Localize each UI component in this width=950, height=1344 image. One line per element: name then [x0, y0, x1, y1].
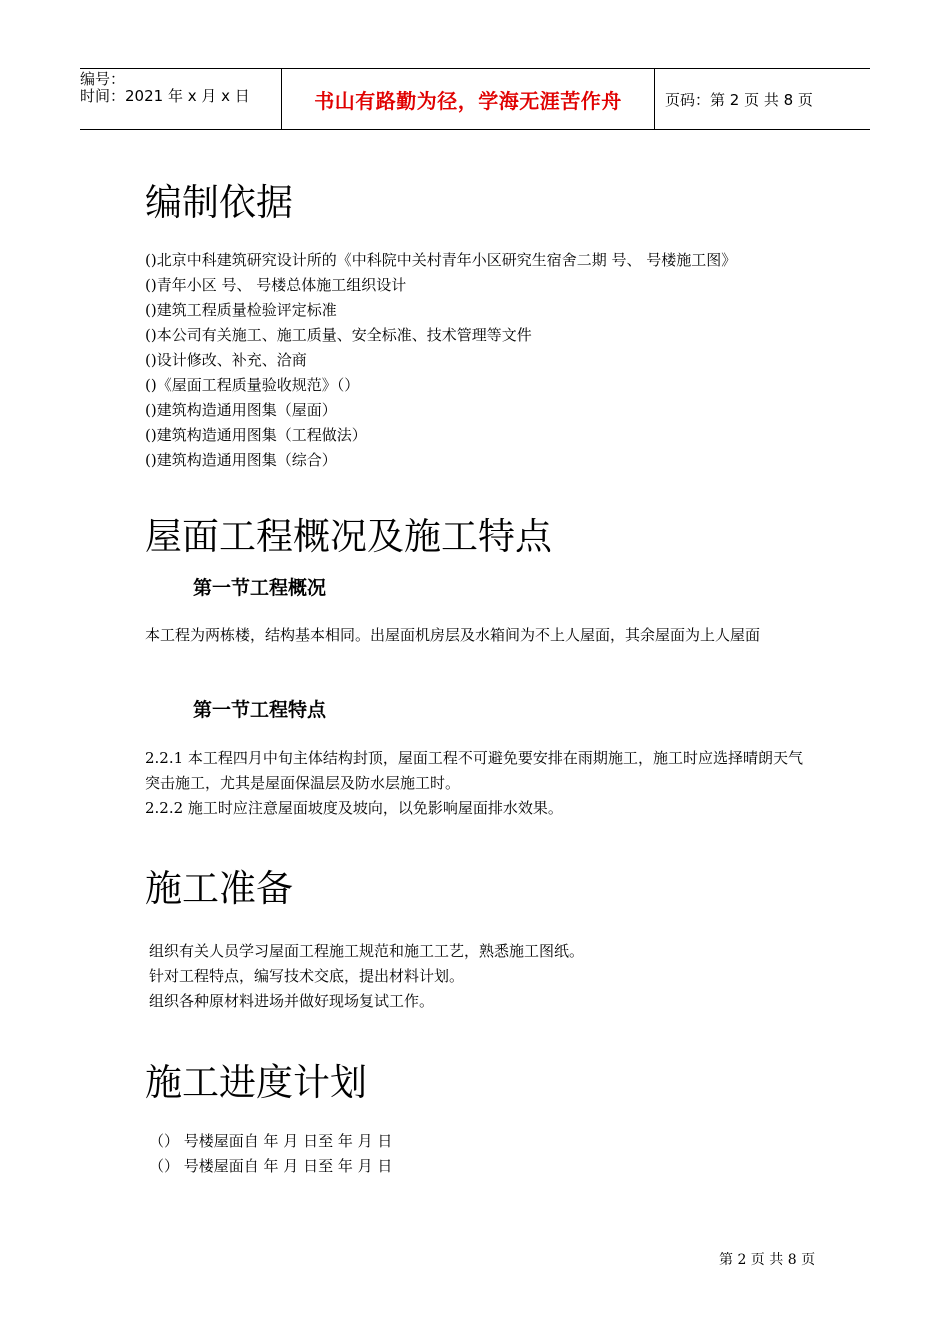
list-item: 2.2.1 本工程四月中旬主体结构封顶，屋面工程不可避免要安排在雨期施工，施工时应选择晴朗天气突击施工，尤其是屋面保温层及防水层施工时。 [145, 749, 803, 792]
page-footer: 第 2 页 共 8 页 [719, 1252, 816, 1268]
section-title-basis: 编制依据 [145, 181, 293, 224]
document-number-label: 编号： [80, 70, 126, 88]
list-item: ()建筑构造通用图集（屋面） [145, 401, 337, 419]
list-item: ()设计修改、补充、洽商 [145, 351, 307, 369]
section-title-schedule: 施工进度计划 [145, 1061, 367, 1104]
document-time-label: 时间：2021 年 x 月 x 日 [80, 87, 250, 105]
list-item: （） 号楼屋面自 年 月 日至 年 月 日 [149, 1157, 393, 1175]
list-item: ()建筑构造通用图集（综合） [145, 451, 337, 469]
list-item: ()青年小区 号、 号楼总体施工组织设计 [145, 276, 407, 294]
prep-list [145, 939, 815, 1014]
list-item: ()北京中科建筑研究设计所的《中科院中关村青年小区研究生宿舍二期 号、 号楼施工图》 [145, 251, 737, 269]
document-body [145, 175, 815, 1179]
header-motto: 书山有路勤为径，学海无涯苦作舟 [281, 69, 655, 129]
section-title-prep: 施工准备 [145, 867, 293, 910]
list-item: ()本公司有关施工、施工质量、安全标准、技术管理等文件 [145, 326, 532, 344]
list-item: ()建筑构造通用图集（工程做法） [145, 426, 367, 444]
list-item: 2.2.2 施工时应注意屋面坡度及坡向，以免影响屋面排水效果。 [145, 799, 563, 817]
subsection-title-overview: 第一节工程概况 [193, 577, 327, 599]
header-page-info: 页码：第 2 页 共 8 页 [665, 90, 813, 109]
list-item: （） 号楼屋面自 年 月 日至 年 月 日 [149, 1132, 393, 1150]
list-item: 针对工程特点，编写技术交底，提出材料计划。 [149, 967, 465, 985]
list-item: ()《屋面工程质量验收规范》（） [145, 376, 360, 394]
basis-list [145, 248, 815, 473]
overview-paragraph: 本工程为两栋楼，结构基本相同。出屋面机房层及水箱间为不上人屋面，其余屋面为上人屋面 [145, 626, 761, 644]
subsection-title-features: 第一节工程特点 [193, 699, 327, 721]
header-meta [80, 69, 280, 129]
schedule-list [145, 1129, 815, 1179]
features-list [145, 746, 815, 821]
list-item: 组织有关人员学习屋面工程施工规范和施工工艺，熟悉施工图纸。 [149, 942, 585, 960]
list-item: 组织各种原材料进场并做好现场复试工作。 [149, 992, 435, 1010]
page-header [80, 68, 870, 130]
section-title-overview: 屋面工程概况及施工特点 [145, 515, 552, 558]
list-item: ()建筑工程质量检验评定标准 [145, 301, 337, 319]
